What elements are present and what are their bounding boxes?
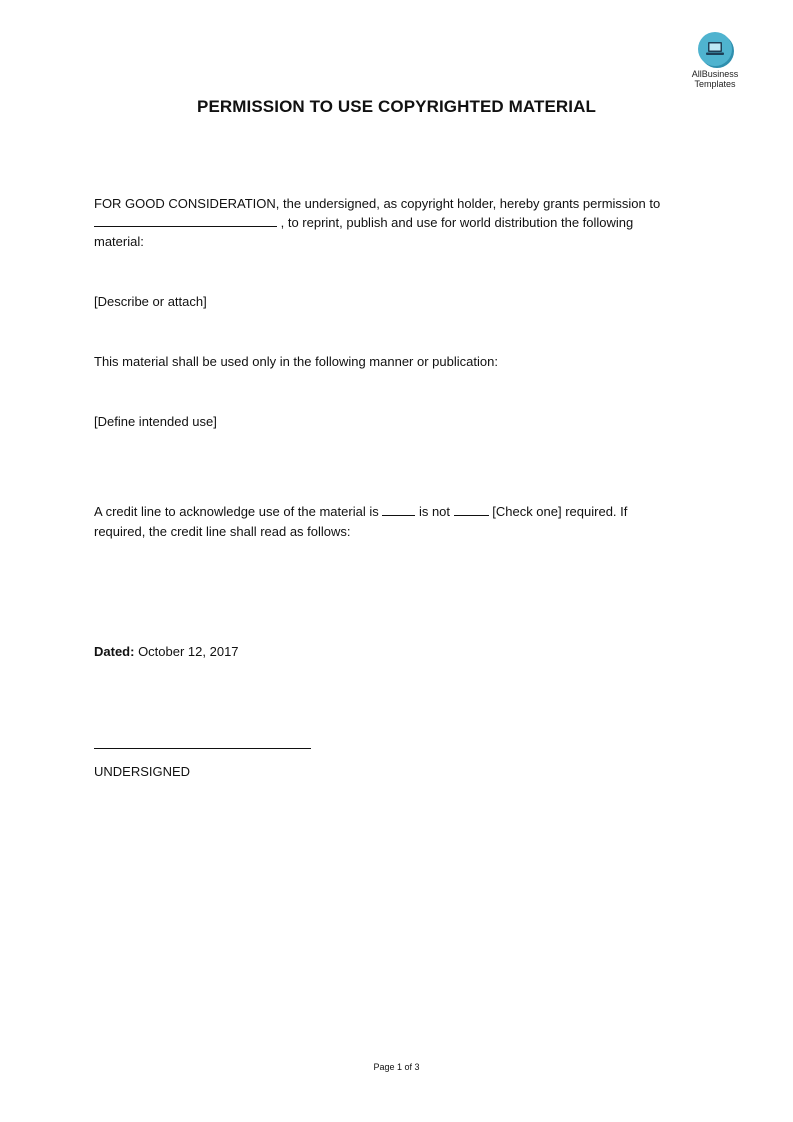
- logo-line1: AllBusiness: [691, 69, 739, 79]
- credit-is-not-blank[interactable]: [454, 502, 489, 516]
- describe-placeholder: [Describe or attach]: [94, 294, 207, 309]
- dated-value: October 12, 2017: [134, 644, 239, 659]
- logo-text: [684, 69, 746, 89]
- manner-text: This material shall be used only in the following manner or publication:: [94, 354, 498, 369]
- credit-is-blank[interactable]: [382, 502, 415, 516]
- paragraph-1-line-3: material:: [94, 234, 144, 249]
- credit-part-1: A credit line to acknowledge use of the material is: [94, 504, 383, 519]
- logo-line2: Templates: [694, 79, 736, 89]
- credit-line-1: [94, 502, 627, 522]
- dated-line: [94, 642, 239, 662]
- paragraph-1-line-1: FOR GOOD CONSIDERATION, the undersigned, as copyright holder, hereby grants permission to: [94, 196, 661, 211]
- grantee-blank[interactable]: [94, 213, 277, 227]
- document-title: PERMISSION TO USE COPYRIGHTED MATERIAL: [197, 97, 596, 116]
- intended-use-placeholder: [Define intended use]: [94, 414, 217, 429]
- credit-part-3: [Check one] required. If: [488, 504, 628, 519]
- brand-logo: [684, 32, 746, 89]
- signature-label: UNDERSIGNED: [94, 764, 191, 779]
- paragraph-1-line-2: [94, 213, 633, 233]
- dated-label: Dated:: [94, 644, 135, 659]
- page-number: Page 1 of 3: [373, 1062, 420, 1072]
- signature-line[interactable]: [94, 748, 311, 749]
- credit-line-2: required, the credit line shall read as follows:: [94, 524, 351, 539]
- paragraph-1-line-2-rest: , to reprint, publish and use for world distribution the following: [277, 215, 634, 230]
- credit-part-2: is not: [415, 504, 454, 519]
- laptop-icon: [698, 32, 732, 66]
